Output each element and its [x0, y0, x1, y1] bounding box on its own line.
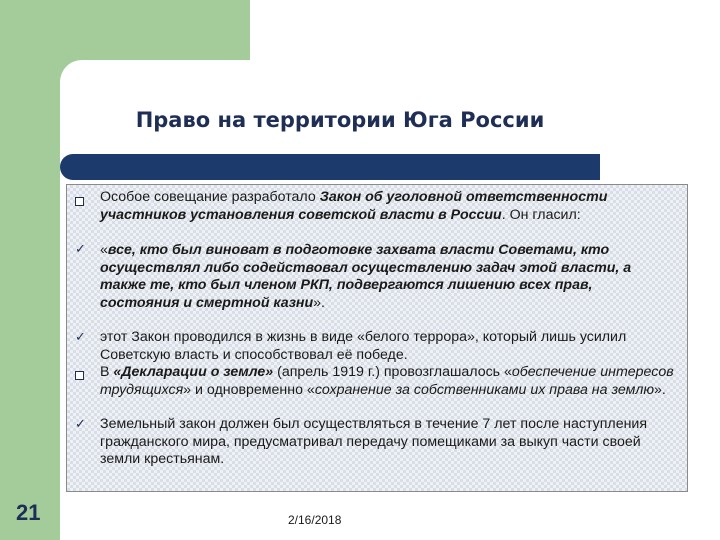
list-item: Земельный закон должен был осуществляться в течение 7 лет после наступления гражданского мира, предусматривал передачу помещиками за выкуп части своей земли крестьянам. [100, 416, 648, 468]
list-item: В «Декларации о земле» (апрель 1919 г.) провозглашалось «обеспечение интересов трудящихся» и одновременно «сохранение за собственниками их права на землю». [100, 364, 674, 398]
check-bullet-icon: ✓ [75, 416, 86, 431]
check-bullet-icon: ✓ [75, 241, 86, 256]
list-item: Особое совещание разработало Закон об уголовной ответственности участников установления советской власти в России. Он гласил: [100, 189, 608, 223]
content-box [66, 184, 688, 492]
slide-title: Право на территории Юга России [135, 108, 545, 132]
decor-green-band [0, 0, 60, 540]
list-item: «все, кто был виноват в подготовке захвата власти Советами, кто осуществлял либо содействовал осуществлению задач этой власти, а также те, кто был членом РКП, подвергаются лишению всех прав, состояния и смертной казни». [100, 242, 632, 311]
check-bullet-icon: ✓ [75, 329, 86, 344]
slide-date: 2/16/2018 [288, 513, 342, 527]
square-bullet-icon [75, 368, 84, 383]
title-underline-bar [60, 154, 600, 180]
square-bullet-icon [75, 194, 84, 209]
slide-number: 21 [16, 500, 41, 525]
list-item: этот Закон проводился в жизнь в виде «белого террора», который лишь усилил Советскую власть и способствовал её победе. [100, 329, 627, 363]
